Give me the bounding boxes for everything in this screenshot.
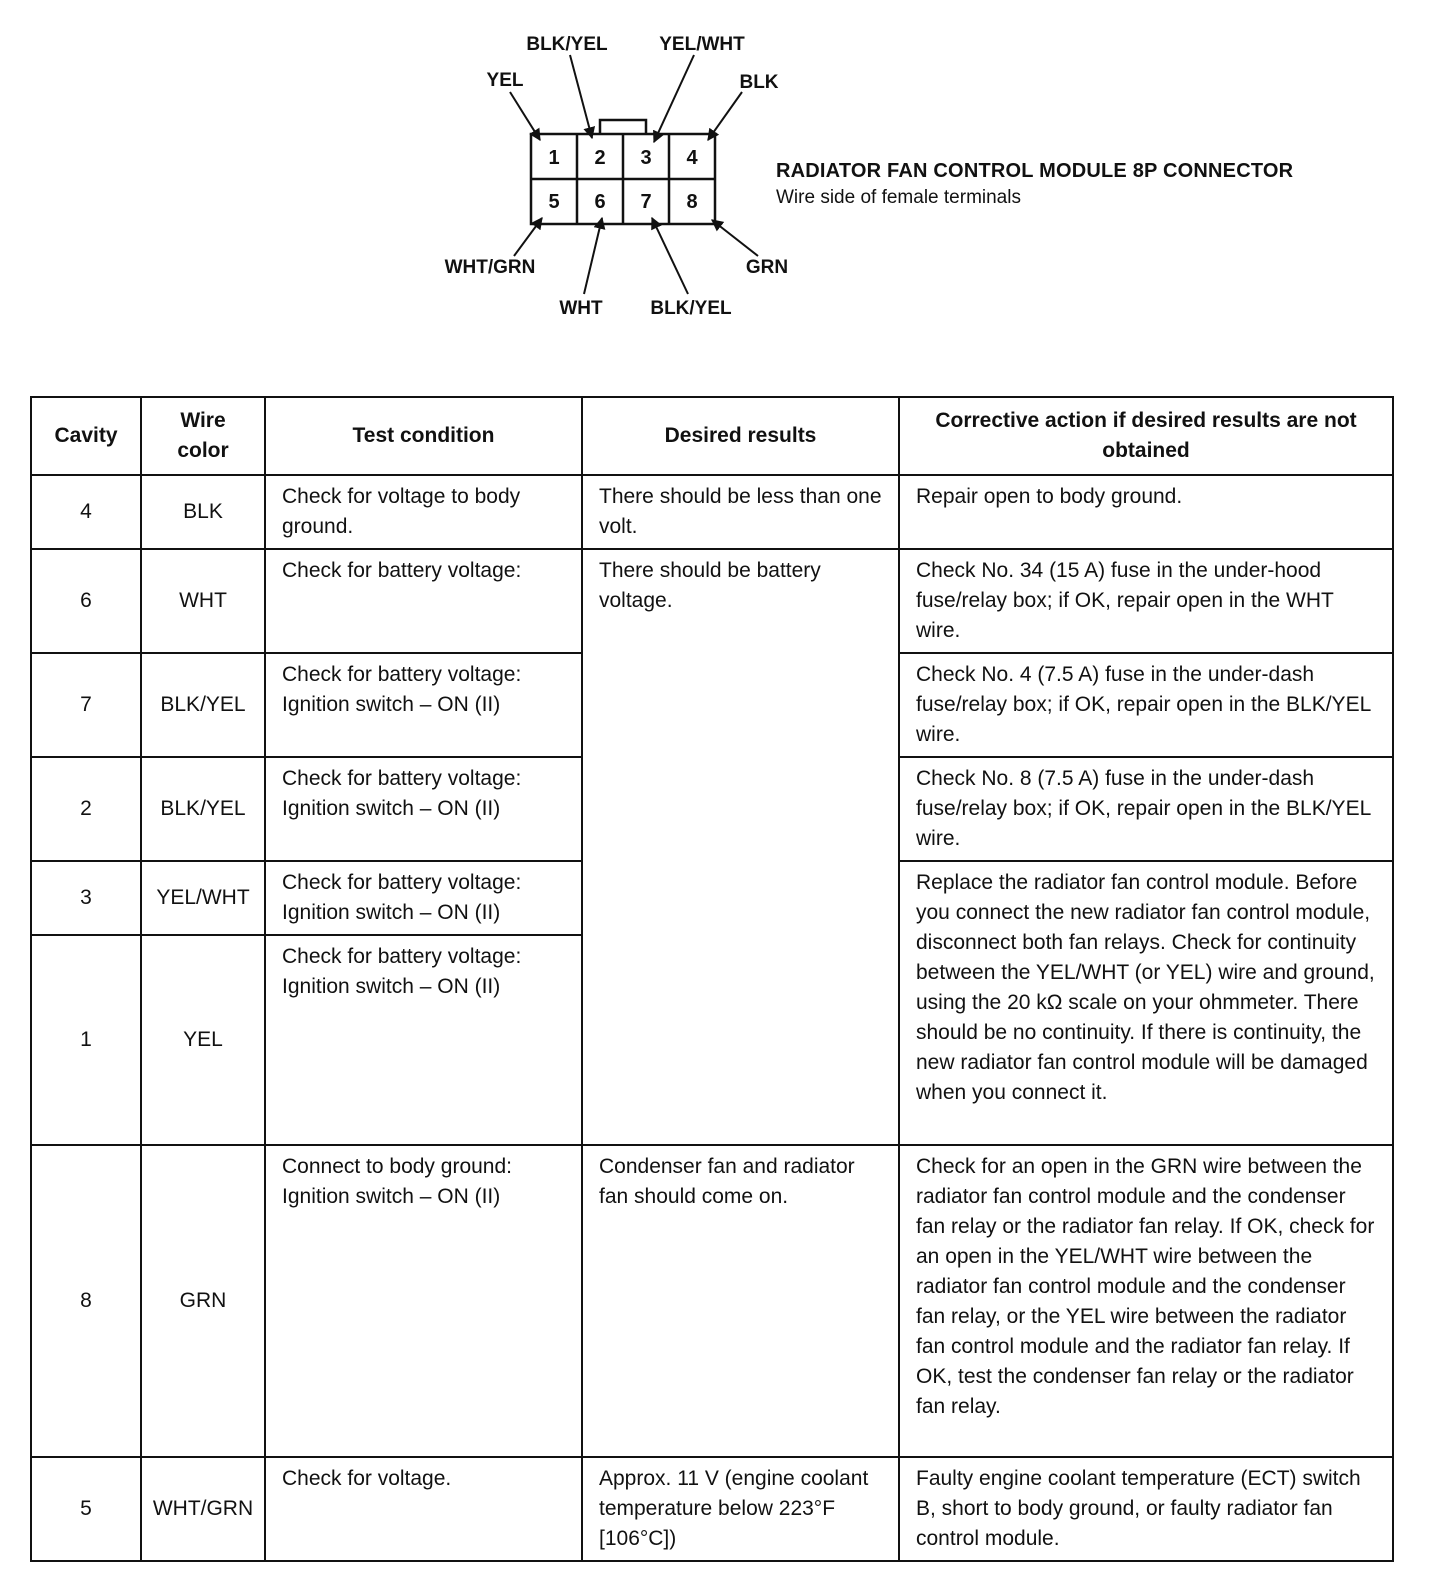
- pin-8: 8: [686, 191, 698, 213]
- test-condition-cell: Check for battery voltage: Ignition switch – ON (II): [265, 861, 582, 935]
- connector-subtitle: Wire side of female terminals: [776, 187, 1021, 208]
- arrow-blk-yel-bottom: [652, 218, 688, 294]
- corrective-action-cell: Check No. 34 (15 A) fuse in the under-hood fuse/relay box; if OK, repair open in the WHT wire.: [899, 549, 1393, 653]
- header-test-condition: Test condition: [265, 397, 582, 475]
- corrective-action-cell: Check No. 4 (7.5 A) fuse in the under-dash fuse/relay box; if OK, repair open in the BLK/YEL wire.: [899, 653, 1393, 757]
- test-condition-cell: Connect to body ground: Ignition switch – ON (II): [265, 1145, 582, 1457]
- corrective-action-cell: Replace the radiator fan control module. Before you connect the new radiator fan control module, disconnect both fan relays. Check for continuity between the YEL/WHT (or YEL) wire and ground, using the 20 kΩ scale on your ohmmeter. There should be no continuity. If there is continuity, the new radiator fan control module will be damaged when you connect it.: [899, 861, 1393, 1145]
- wire-label-blk-yel-top: BLK/YEL: [526, 34, 608, 55]
- arrow-yel-wht: [654, 55, 694, 142]
- wire-color-cell: BLK: [141, 475, 265, 549]
- header-cavity: Cavity: [31, 397, 141, 475]
- corrective-action-cell: Check for an open in the GRN wire between the radiator fan control module and the condenser fan relay or the radiator fan relay. If OK, check for an open in the YEL/WHT wire between the radiator fan control module and the condenser fan relay, or the YEL wire between the radiator fan control module and the radiator fan relay. If OK, test the condenser fan relay or the radiator fan relay.: [899, 1145, 1393, 1457]
- table-row: [31, 549, 1393, 653]
- connector-title: RADIATOR FAN CONTROL MODULE 8P CONNECTOR: [776, 160, 1294, 182]
- cavity-cell: 4: [31, 475, 141, 549]
- arrow-wht-grn: [514, 218, 542, 256]
- test-condition-cell: Check for voltage.: [265, 1457, 582, 1561]
- pin-3: 3: [640, 147, 652, 169]
- arrow-grn: [712, 220, 758, 256]
- test-condition-cell: Check for battery voltage:: [265, 549, 582, 653]
- arrow-yel: [510, 92, 540, 140]
- wire-color-cell: WHT/GRN: [141, 1457, 265, 1561]
- table-row: [31, 1457, 1393, 1561]
- pin-2: 2: [594, 147, 606, 169]
- pin-5: 5: [548, 191, 560, 213]
- cavity-cell: 8: [31, 1145, 141, 1457]
- pin-4: 4: [686, 147, 698, 169]
- corrective-action-cell: Faulty engine coolant temperature (ECT) switch B, short to body ground, or faulty radiator fan control module.: [899, 1457, 1393, 1561]
- cavity-cell: 7: [31, 653, 141, 757]
- wire-color-cell: BLK/YEL: [141, 757, 265, 861]
- test-condition-cell: Check for voltage to body ground.: [265, 475, 582, 549]
- wire-color-cell: YEL/WHT: [141, 861, 265, 935]
- cavity-cell: 2: [31, 757, 141, 861]
- wire-label-blk-yel-bottom: BLK/YEL: [650, 298, 732, 319]
- desired-result-cell: There should be battery voltage.: [582, 549, 899, 1145]
- corrective-action-cell: Check No. 8 (7.5 A) fuse in the under-dash fuse/relay box; if OK, repair open in the BLK/YEL wire.: [899, 757, 1393, 861]
- pin-6: 6: [594, 191, 606, 213]
- table-row: [31, 475, 1393, 549]
- desired-result-cell: Condenser fan and radiator fan should come on.: [582, 1145, 899, 1457]
- header-wire-color: Wire color: [141, 397, 265, 475]
- test-condition-cell: Check for battery voltage: Ignition switch – ON (II): [265, 653, 582, 757]
- table-header-row: [31, 397, 1393, 475]
- cavity-cell: 3: [31, 861, 141, 935]
- connector-diagram: [0, 0, 1440, 360]
- wire-color-cell: WHT: [141, 549, 265, 653]
- leader-lines: [510, 55, 758, 294]
- wire-color-cell: GRN: [141, 1145, 265, 1457]
- desired-result-cell: Approx. 11 V (engine coolant temperature below 223°F [106°C]): [582, 1457, 899, 1561]
- test-table: [30, 396, 1394, 1562]
- wire-color-cell: BLK/YEL: [141, 653, 265, 757]
- desired-result-cell: There should be less than one volt.: [582, 475, 899, 549]
- cavity-cell: 1: [31, 935, 141, 1145]
- table-row: [31, 1145, 1393, 1457]
- arrow-wht: [584, 218, 602, 294]
- wire-label-blk: BLK: [739, 72, 779, 93]
- wire-label-yel-wht: YEL/WHT: [659, 34, 745, 55]
- test-condition-cell: Check for battery voltage: Ignition switch – ON (II): [265, 757, 582, 861]
- wire-label-yel: YEL: [486, 70, 524, 91]
- arrow-blk-yel-top: [570, 55, 592, 138]
- wire-label-grn: GRN: [745, 257, 789, 278]
- wire-label-wht-grn: WHT/GRN: [444, 257, 536, 278]
- header-corrective-action: Corrective action if desired results are not obtained: [899, 397, 1393, 475]
- wire-label-wht: WHT: [559, 298, 603, 319]
- corrective-action-cell: Repair open to body ground.: [899, 475, 1393, 549]
- wire-color-cell: YEL: [141, 935, 265, 1145]
- test-condition-cell: Check for battery voltage: Ignition switch – ON (II): [265, 935, 582, 1145]
- header-desired-results: Desired results: [582, 397, 899, 475]
- cavity-cell: 5: [31, 1457, 141, 1561]
- arrow-blk: [708, 92, 742, 140]
- pin-7: 7: [640, 191, 652, 213]
- cavity-cell: 6: [31, 549, 141, 653]
- pin-1: 1: [548, 147, 560, 169]
